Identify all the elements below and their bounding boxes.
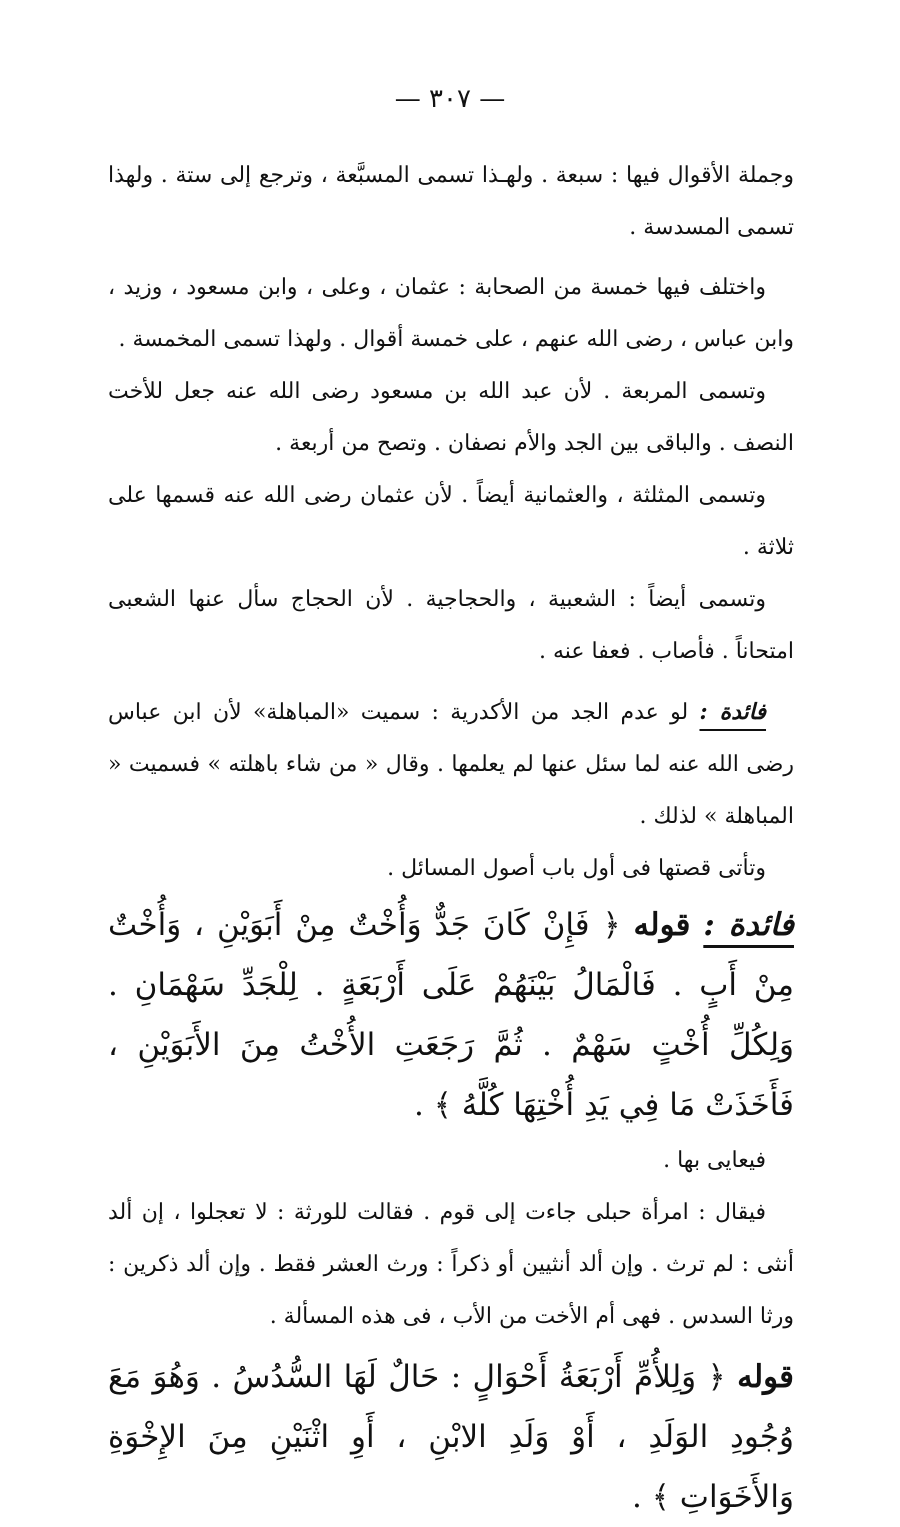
paragraph-faida-quote: [108, 895, 794, 1135]
paragraph-muthallatha: وتسمى المثلثة ، والعثمانية أيضاً . لأن عثمان رضى الله عنه قسمها على ثلاثة .: [108, 483, 794, 560]
page-number: — ٣٠٧ —: [394, 84, 506, 114]
paragraph-faida-mubahala: [108, 686, 794, 843]
paragraph-mukhammasa: واختلف فيها خمسة من الصحابة : عثمان ، وعلى ، وابن مسعود ، وزيد ، وابن عباس ، رضى الله عنهم ، على خمسة أقوال . ولهذا تسمى المخمسة .: [108, 275, 794, 352]
paragraph-qissa: وتأتى قصتها فى أول باب أصول المسائل .: [387, 856, 766, 881]
faida-label: فائدة :: [699, 699, 767, 725]
paragraph-text: لو عدم الجد من الأكدرية : سميت «المباهلة» لأن ابن عباس رضى الله عنه لما سئل عنها لم يعلمها . وقال « من شاء باهلته » فسميت « المباهلة » لذلك .: [108, 700, 794, 829]
paragraph-yuaaya: فيعايى بها .: [663, 1148, 766, 1173]
paragraph-umm-quote: [108, 1347, 794, 1527]
paragraph-sabbaa: وجملة الأقوال فيها : سبعة . ولهـذا تسمى المسبَّعة ، وترجع إلى ستة . ولهذا تسمى المسدسة .: [108, 163, 794, 240]
page-body: [108, 150, 794, 1527]
quoted-text: ﴿ فَإِنْ كَانَ جَدٌّ وَأُخْتٌ مِنْ أَبَوَيْنِ ، وَأُخْتٌ مِنْ أَبٍ . فَالْمَالُ بَيْنَهُمْ عَلَى أَرْبَعَةٍ . لِلْجَدِّ سَهْمَانِ . وَلِكُلِّ أُخْتٍ سَهْمٌ . ثُمَّ رَجَعَتِ الأُخْتُ مِنَ الأَبَوَيْنِ ، فَأَخَذَتْ مَا فِي يَدِ أُخْتِهَا كُلَّهُ ﴾ .: [108, 907, 794, 1123]
paragraph-hubla: فيقال : امرأة حبلى جاءت إلى قوم . فقالت للورثة : لا تعجلوا ، إن ألد أنثى : لم ترث . وإن ألد أنثيين أو ذكراً : ورث العشر فقط . وإن ألد ذكرين : ورثا السدس . فهى أم الأخت من الأب ، فى هذه المسألة .: [108, 1200, 794, 1329]
quoted-text: ﴿ وَلِلأُمِّ أَرْبَعَةُ أَحْوَالٍ : حَالٌ لَهَا السُّدُسُ . وَهُوَ مَعَ وُجُودِ الوَلَدِ ، أَوْ وَلَدِ الابْنِ ، أَوِ اثْنَيْنِ مِنَ الإِخْوَةِ وَالأَخَوَاتِ ﴾ .: [108, 1359, 794, 1515]
qawluhu-label: قوله: [737, 1359, 794, 1395]
faida-label: فائدة :: [703, 907, 794, 943]
qawluhu-label: قوله: [633, 907, 691, 943]
paragraph-shaabiyya: وتسمى أيضاً : الشعبية ، والحجاجية . لأن الحجاج سأل عنها الشعبى امتحاناً . فأصاب . فعفا عنه .: [108, 587, 794, 664]
paragraph-murabbaa: وتسمى المربعة . لأن عبد الله بن مسعود رضى الله عنه جعل للأخت النصف . والباقى بين الجد والأم نصفان . وتصح من أربعة .: [108, 379, 794, 456]
